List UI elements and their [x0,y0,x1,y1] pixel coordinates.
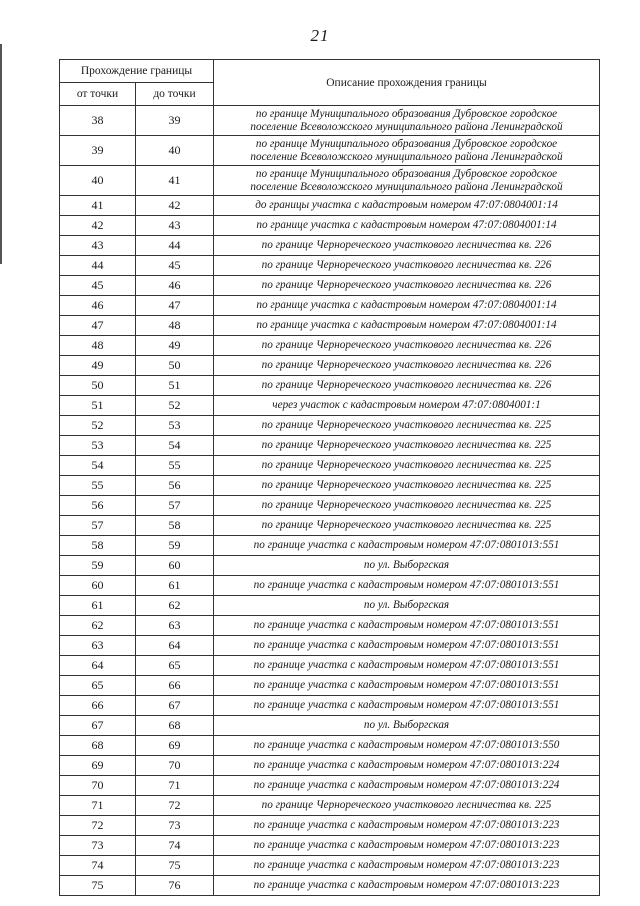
description-line: по границе Чернореческого участкового лесничества кв. 225 [261,439,552,452]
cell-description [214,556,600,576]
cell-from-point: 42 [60,216,136,236]
description-line: по границе участка с кадастровым номером 47:07:0801013:550 [253,739,560,752]
cell-to-point: 75 [136,856,214,876]
cell-description [214,816,600,836]
cell-from-point: 72 [60,816,136,836]
description-line: по границе Чернореческого участкового лесничества кв. 226 [261,359,552,372]
cell-to-point: 49 [136,336,214,356]
table-row [60,256,600,276]
cell-description [214,376,600,396]
table-row [60,136,600,166]
description-line: по границе участка с кадастровым номером 47:07:0804001:14 [256,319,557,332]
cell-description [214,756,600,776]
cell-from-point: 58 [60,536,136,556]
cell-from-point: 49 [60,356,136,376]
cell-description [214,496,600,516]
cell-from-point: 41 [60,196,136,216]
description-line: по границе Чернореческого участкового лесничества кв. 225 [261,459,552,472]
cell-description [214,796,600,816]
table-row [60,106,600,136]
table-row [60,576,600,596]
cell-to-point: 59 [136,536,214,556]
cell-to-point: 46 [136,276,214,296]
description-line: по границе Чернореческого участкового лесничества кв. 225 [261,419,552,432]
description-line: по границе Чернореческого участкового лесничества кв. 226 [261,339,552,352]
cell-description [214,196,600,216]
description-line: по границе Чернореческого участкового лесничества кв. 225 [261,479,552,492]
table-row [60,316,600,336]
table-row [60,496,600,516]
cell-description [214,416,600,436]
header-to-point: до точки [136,83,214,106]
description-line: по границе Муниципального образования Дубровское городское [255,168,558,180]
cell-to-point: 41 [136,166,214,196]
table-row [60,196,600,216]
cell-description [214,696,600,716]
table-row [60,616,600,636]
header-from-point: от точки [60,83,136,106]
description-line: поселение Всеволожского муниципального района Ленинградской [250,120,563,133]
cell-to-point: 53 [136,416,214,436]
cell-to-point: 69 [136,736,214,756]
cell-description [214,456,600,476]
cell-description [214,396,600,416]
cell-from-point: 73 [60,836,136,856]
cell-description [214,516,600,536]
table-row [60,696,600,716]
cell-from-point: 53 [60,436,136,456]
cell-to-point: 40 [136,136,214,166]
description-line: по границе Чернореческого участкового лесничества кв. 225 [261,519,552,532]
cell-from-point: 59 [60,556,136,576]
table-row [60,856,600,876]
cell-description [214,596,600,616]
cell-from-point: 51 [60,396,136,416]
cell-to-point: 47 [136,296,214,316]
cell-to-point: 58 [136,516,214,536]
cell-to-point: 76 [136,876,214,896]
cell-from-point: 56 [60,496,136,516]
cell-from-point: 50 [60,376,136,396]
cell-description [214,276,600,296]
cell-to-point: 52 [136,396,214,416]
cell-from-point: 43 [60,236,136,256]
cell-to-point: 56 [136,476,214,496]
cell-to-point: 60 [136,556,214,576]
cell-to-point: 65 [136,656,214,676]
boundary-table [59,59,600,896]
table-row [60,676,600,696]
table-row [60,656,600,676]
cell-from-point: 47 [60,316,136,336]
cell-to-point: 54 [136,436,214,456]
cell-to-point: 51 [136,376,214,396]
description-line: по границе участка с кадастровым номером 47:07:0801013:551 [253,659,560,672]
cell-description [214,836,600,856]
description-line: по границе участка с кадастровым номером 47:07:0801013:551 [253,679,560,692]
description-line: по ул. Выборгская [363,559,450,572]
description-line: по границе участка с кадастровым номером 47:07:0801013:223 [253,859,560,872]
cell-from-point: 71 [60,796,136,816]
cell-description [214,106,600,136]
cell-description [214,736,600,756]
cell-description [214,856,600,876]
cell-to-point: 64 [136,636,214,656]
cell-to-point: 57 [136,496,214,516]
cell-description [214,316,600,336]
cell-from-point: 60 [60,576,136,596]
table-row [60,836,600,856]
cell-from-point: 45 [60,276,136,296]
table-row [60,516,600,536]
cell-from-point: 65 [60,676,136,696]
description-line: по границе участка с кадастровым номером 47:07:0801013:223 [253,819,560,832]
cell-to-point: 39 [136,106,214,136]
cell-to-point: 71 [136,776,214,796]
description-line: по границе участка с кадастровым номером 47:07:0804001:14 [256,219,557,232]
cell-description [214,166,600,196]
cell-to-point: 68 [136,716,214,736]
cell-from-point: 62 [60,616,136,636]
cell-description [214,296,600,316]
description-line: по границе участка с кадастровым номером 47:07:0801013:551 [253,699,560,712]
cell-to-point: 70 [136,756,214,776]
cell-description [214,676,600,696]
description-line: по границе участка с кадастровым номером 47:07:0801013:551 [253,579,560,592]
cell-description [214,576,600,596]
cell-description [214,636,600,656]
table-row [60,816,600,836]
cell-from-point: 55 [60,476,136,496]
description-line: по ул. Выборгская [363,599,450,612]
table-row [60,776,600,796]
cell-to-point: 45 [136,256,214,276]
table-row [60,376,600,396]
table-row [60,236,600,256]
cell-description [214,616,600,636]
cell-to-point: 42 [136,196,214,216]
table-row [60,356,600,376]
cell-to-point: 43 [136,216,214,236]
description-line: по границе участка с кадастровым номером 47:07:0804001:14 [256,299,557,312]
table-row [60,166,600,196]
cell-from-point: 74 [60,856,136,876]
description-line: по границе Чернореческого участкового лесничества кв. 226 [261,279,552,292]
table-row [60,296,600,316]
description-line: по границе Муниципального образования Дубровское городское [255,138,558,150]
description-line: по границе Чернореческого участкового лесничества кв. 226 [261,239,552,252]
cell-description [214,876,600,896]
description-line: по границе Чернореческого участкового лесничества кв. 226 [261,379,552,392]
cell-from-point: 52 [60,416,136,436]
cell-description [214,236,600,256]
cell-from-point: 57 [60,516,136,536]
description-line: по границе участка с кадастровым номером 47:07:0801013:551 [253,539,560,552]
cell-from-point: 46 [60,296,136,316]
cell-to-point: 55 [136,456,214,476]
cell-from-point: 67 [60,716,136,736]
table-row [60,476,600,496]
description-line: поселение Всеволожского муниципального района Ленинградской [250,150,563,163]
cell-description [214,336,600,356]
table-row [60,756,600,776]
cell-to-point: 73 [136,816,214,836]
cell-from-point: 61 [60,596,136,616]
table-row [60,636,600,656]
cell-to-point: 67 [136,696,214,716]
cell-to-point: 62 [136,596,214,616]
description-line: по границе Чернореческого участкового лесничества кв. 226 [261,259,552,272]
cell-from-point: 38 [60,106,136,136]
table-row [60,416,600,436]
header-description: Описание прохождения границы [214,60,600,106]
table-row [60,396,600,416]
description-line: по границе участка с кадастровым номером 47:07:0801013:551 [253,619,560,632]
table-row [60,796,600,816]
cell-from-point: 44 [60,256,136,276]
description-line: по границе Муниципального образования Дубровское городское [255,108,558,120]
cell-from-point: 39 [60,136,136,166]
description-line: по границе участка с кадастровым номером 47:07:0801013:224 [253,779,560,792]
description-line: до границы участка с кадастровым номером 47:07:0804001:14 [255,199,558,212]
table-row [60,336,600,356]
cell-description [214,776,600,796]
table-row [60,276,600,296]
description-line: по границе Чернореческого участкового лесничества кв. 225 [261,799,552,812]
cell-to-point: 44 [136,236,214,256]
cell-to-point: 63 [136,616,214,636]
description-line: по границе участка с кадастровым номером 47:07:0801013:223 [253,879,560,892]
description-line: через участок с кадастровым номером 47:07:0804001:1 [272,399,541,412]
cell-description [214,656,600,676]
cell-description [214,716,600,736]
cell-description [214,536,600,556]
cell-description [214,476,600,496]
table-body [60,106,600,896]
cell-to-point: 66 [136,676,214,696]
scan-edge-mark [0,44,2,264]
description-line: по границе участка с кадастровым номером 47:07:0801013:551 [253,639,560,652]
cell-description [214,436,600,456]
cell-from-point: 68 [60,736,136,756]
table-row [60,216,600,236]
cell-from-point: 40 [60,166,136,196]
cell-from-point: 75 [60,876,136,896]
cell-to-point: 50 [136,356,214,376]
cell-from-point: 54 [60,456,136,476]
cell-to-point: 72 [136,796,214,816]
table-row [60,556,600,576]
table-row [60,536,600,556]
cell-description [214,136,600,166]
cell-to-point: 48 [136,316,214,336]
cell-description [214,356,600,376]
table-row [60,736,600,756]
description-line: по границе участка с кадастровым номером 47:07:0801013:224 [253,759,560,772]
cell-description [214,256,600,276]
cell-to-point: 74 [136,836,214,856]
cell-from-point: 64 [60,656,136,676]
cell-from-point: 63 [60,636,136,656]
table-row [60,596,600,616]
table-row [60,716,600,736]
page-number: 21 [310,26,330,45]
table-row [60,456,600,476]
cell-to-point: 61 [136,576,214,596]
cell-from-point: 48 [60,336,136,356]
description-line: поселение Всеволожского муниципального района Ленинградской [250,180,563,193]
cell-description [214,216,600,236]
cell-from-point: 69 [60,756,136,776]
cell-from-point: 70 [60,776,136,796]
cell-from-point: 66 [60,696,136,716]
header-boundary-passage: Прохождение границы [60,60,214,83]
table-row [60,876,600,896]
description-line: по границе участка с кадастровым номером 47:07:0801013:223 [253,839,560,852]
description-line: по границе Чернореческого участкового лесничества кв. 225 [261,499,552,512]
table-row [60,436,600,456]
description-line: по ул. Выборгская [363,719,450,732]
